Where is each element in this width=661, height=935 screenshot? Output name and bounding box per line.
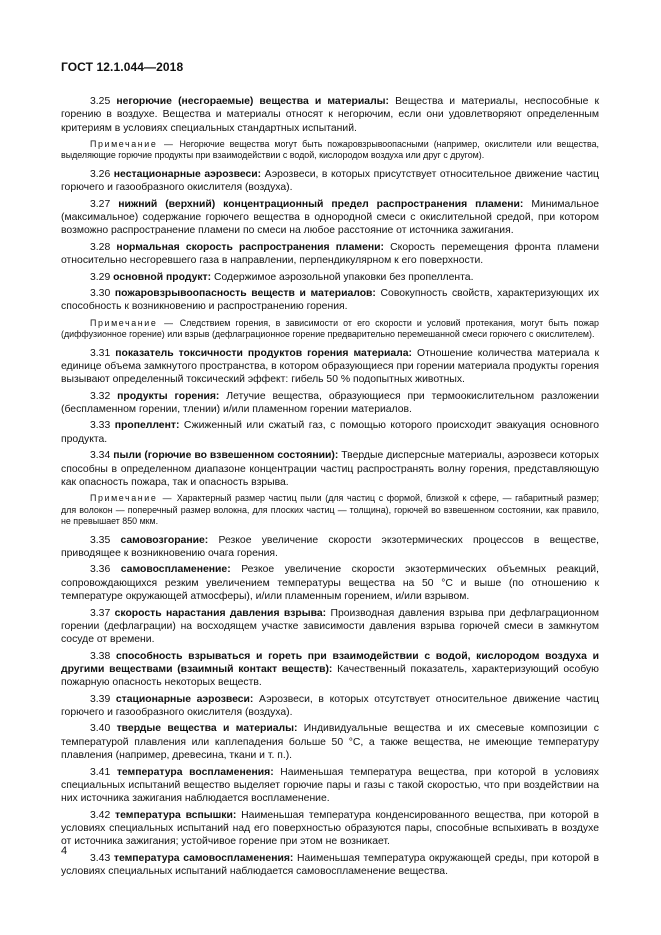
term-name: пыли (горючие во взвешенном состоянии):	[113, 450, 339, 462]
term-name: пропеллент:	[114, 420, 180, 432]
term-name: продукты горения:	[117, 390, 220, 402]
term-name: температура воспламенения:	[116, 766, 274, 778]
term-entry	[61, 693, 599, 720]
term-note	[61, 318, 599, 341]
term-entry	[61, 287, 599, 314]
term-definition: Твердые дисперсные материалы, аэрозвеси которых способны в определенном диапазоне концентрации частиц распространять волну горения, представляющую как опасность пожара, так и опасность взрыва.	[61, 450, 599, 488]
note-text: Следствием горения, в зависимости от его скорости и условий протекания, могут быть пожар (диффузионное горение) или взрыв (дефлаграционное горение предварительно перемешанной смеси горючего с окислителем).	[61, 317, 599, 340]
term-name: самовозгорание:	[120, 534, 209, 546]
term-entry	[61, 271, 599, 284]
term-entry	[61, 449, 599, 489]
term-name: температура самовоспламенения:	[113, 852, 294, 864]
term-number: 3.38	[90, 650, 111, 662]
terms-and-definitions	[61, 95, 599, 881]
term-entry	[61, 722, 599, 762]
term-entry	[61, 241, 599, 268]
term-definition: Наименьшая температура вещества, при которой в условиях специальных испытаний вещество выделяет горючие пары и газы с такой скоростью, что при воздействии на них источника зажигания наблюдается воспламенение.	[61, 766, 599, 805]
term-entry	[61, 168, 599, 195]
term-number: 3.37	[90, 607, 111, 619]
term-name: температура вспышки:	[115, 809, 237, 821]
term-entry	[61, 390, 599, 417]
term-definition: Качественный показатель, характеризующий особую пожарную опасность некоторых веществ.	[61, 663, 599, 689]
term-name: нестационарные аэрозвеси:	[113, 168, 262, 180]
term-definition: Индивидуальные вещества и их смесевые композиции с температурой плавления или каплепадения больше 50 °С, а также вещества, не имеющие температуру плавления (например, древесина, ткани и т. п.).	[61, 723, 599, 762]
page-header-standard: ГОСТ 12.1.044—2018	[61, 60, 184, 74]
page-number: 4	[61, 845, 68, 857]
term-number: 3.26	[90, 168, 111, 180]
term-number: 3.30	[90, 288, 111, 300]
term-definition: Резкое увеличение скорости экзотермических процессов в веществе, приводящее к возникновению очага горения.	[61, 534, 599, 559]
term-note	[61, 139, 599, 162]
term-name: негорючие (несгораемые) вещества и материалы:	[116, 96, 390, 107]
term-definition: Совокупность свойств, характеризующих их способность к возникновению и распространению горения.	[61, 288, 600, 313]
term-number: 3.34	[90, 450, 111, 462]
term-definition: Аэрозвеси, в которых присутствует относительное движение частиц горючего и газообразного окислителя (воздуха).	[61, 168, 599, 194]
term-number: 3.31	[90, 347, 111, 359]
term-name: скорость нарастания давления взрыва:	[114, 607, 327, 619]
term-definition: Летучие вещества, образующиеся при термоокислительном разложении (беспламенном горении, тлении) и/или пламенном горении материалов.	[61, 390, 600, 415]
note-label: Примечание —	[90, 493, 174, 504]
term-definition: Скорость перемещения фронта пламени относительно несгоревшего газа в направлении, перпендикулярном к его поверхности.	[61, 241, 600, 267]
term-definition: Минимальное (максимальное) содержание горючего вещества в однородной смеси с окислительной средой, при котором возможно распространение пламени по смеси на любое расстояние от источника зажигания.	[61, 198, 600, 237]
term-entry	[61, 766, 599, 806]
term-number: 3.27	[90, 198, 111, 210]
term-note	[61, 493, 599, 528]
term-number: 3.29	[90, 271, 111, 283]
term-entry	[61, 95, 599, 135]
term-entry	[61, 852, 599, 879]
term-number: 3.33	[90, 420, 111, 432]
note-text: Негорючие вещества могут быть пожаровзрывоопасными (например, окислители или вещества, выделяющие горючие продукты при взаимодействии с водой, кислородом воздуха или друг с другом).	[61, 138, 599, 161]
note-label: Примечание —	[90, 317, 175, 328]
term-definition: Наименьшая температура конденсированного вещества, при которой в условиях специальных испытаний над его поверхностью образуются пары, способные вспыхивать в воздухе от источника зажигания; устойчивое горение при этом не возникает.	[61, 809, 599, 848]
term-number: 3.36	[90, 564, 111, 576]
term-number: 3.28	[90, 241, 111, 253]
term-name: пожаровзрывоопасность веществ и материалов:	[114, 288, 376, 300]
term-entry	[61, 809, 599, 849]
term-number: 3.41	[90, 766, 111, 778]
term-number: 3.42	[90, 809, 111, 821]
term-name: способность взрываться и гореть при взаимодействии с водой, кислородом воздуха и другими веществами (взаимный контакт веществ):	[61, 650, 599, 675]
term-name: основной продукт:	[113, 271, 212, 283]
term-entry	[61, 347, 599, 387]
term-number: 3.32	[90, 390, 111, 402]
term-entry	[61, 607, 599, 647]
term-name: твердые вещества и материалы:	[116, 723, 298, 735]
term-name: показатель токсичности продуктов горения материала:	[115, 347, 412, 359]
term-name: нижний (верхний) концентрационный предел распространения пламени:	[118, 198, 524, 210]
term-number: 3.43	[90, 852, 111, 864]
term-number: 3.40	[90, 723, 111, 735]
term-number: 3.25	[90, 96, 111, 107]
term-entry	[61, 563, 599, 603]
term-definition: Наименьшая температура окружающей среды, при которой в условиях специальных испытаний наблюдается самовоспламенение вещества.	[61, 852, 599, 877]
term-entry	[61, 419, 599, 446]
term-definition: Сжиженный или сжатый газ, с помощью которого происходит эвакуация основного продукта.	[61, 420, 600, 445]
term-definition: Производная давления взрыва при дефлаграционном горении (дефлаграции) на восходящем участке зависимости давления взрыва горючей смеси в замкнутом сосуде от времени.	[61, 607, 599, 646]
term-definition: Аэрозвеси, в которых отсутствует относительное движение частиц горючего и газообразного окислителя (воздуха).	[61, 693, 599, 718]
term-definition: Вещества и материалы, неспособные к горению в воздухе. Вещества и материалы относят к негорючим, если они удовлетворяют определенным критериям в условиях специальных стандартных испытаний.	[61, 96, 599, 134]
term-entry	[61, 534, 599, 561]
term-definition: Содержимое аэрозольной упаковки без пропеллента.	[214, 271, 474, 283]
note-label: Примечание —	[90, 138, 175, 149]
term-entry	[61, 198, 599, 238]
note-text: Характерный размер частиц пыли (для частиц с формой, близкой к сфере, — габаритный размер; для волокон — поперечный размер волокна, для плоских частиц — толщина), горючей во взвешенном состоянии, как правило, не превышает 850 мкм.	[61, 493, 599, 527]
term-definition: Отношение количества материала к единице объема замкнутого пространства, в котором образующиеся при горении материала продукты горения вызывают определенный токсический эффект: гибель 50 % подопытных животных.	[61, 347, 599, 386]
term-number: 3.35	[90, 534, 111, 546]
term-name: стационарные аэрозвеси:	[115, 693, 254, 705]
term-number: 3.39	[90, 693, 111, 705]
term-entry	[61, 650, 599, 690]
term-name: нормальная скорость распространения пламени:	[116, 241, 384, 253]
term-definition: Резкое увеличение скорости экзотермических объемных реакций, сопровождающихся резким увеличением температуры вещества на 50 °С и выше (по отношению к температуре окружающей атмосферы), и/или пламенным горением, и/или взрывом.	[61, 564, 599, 603]
term-name: самовоспламенение:	[120, 564, 231, 576]
